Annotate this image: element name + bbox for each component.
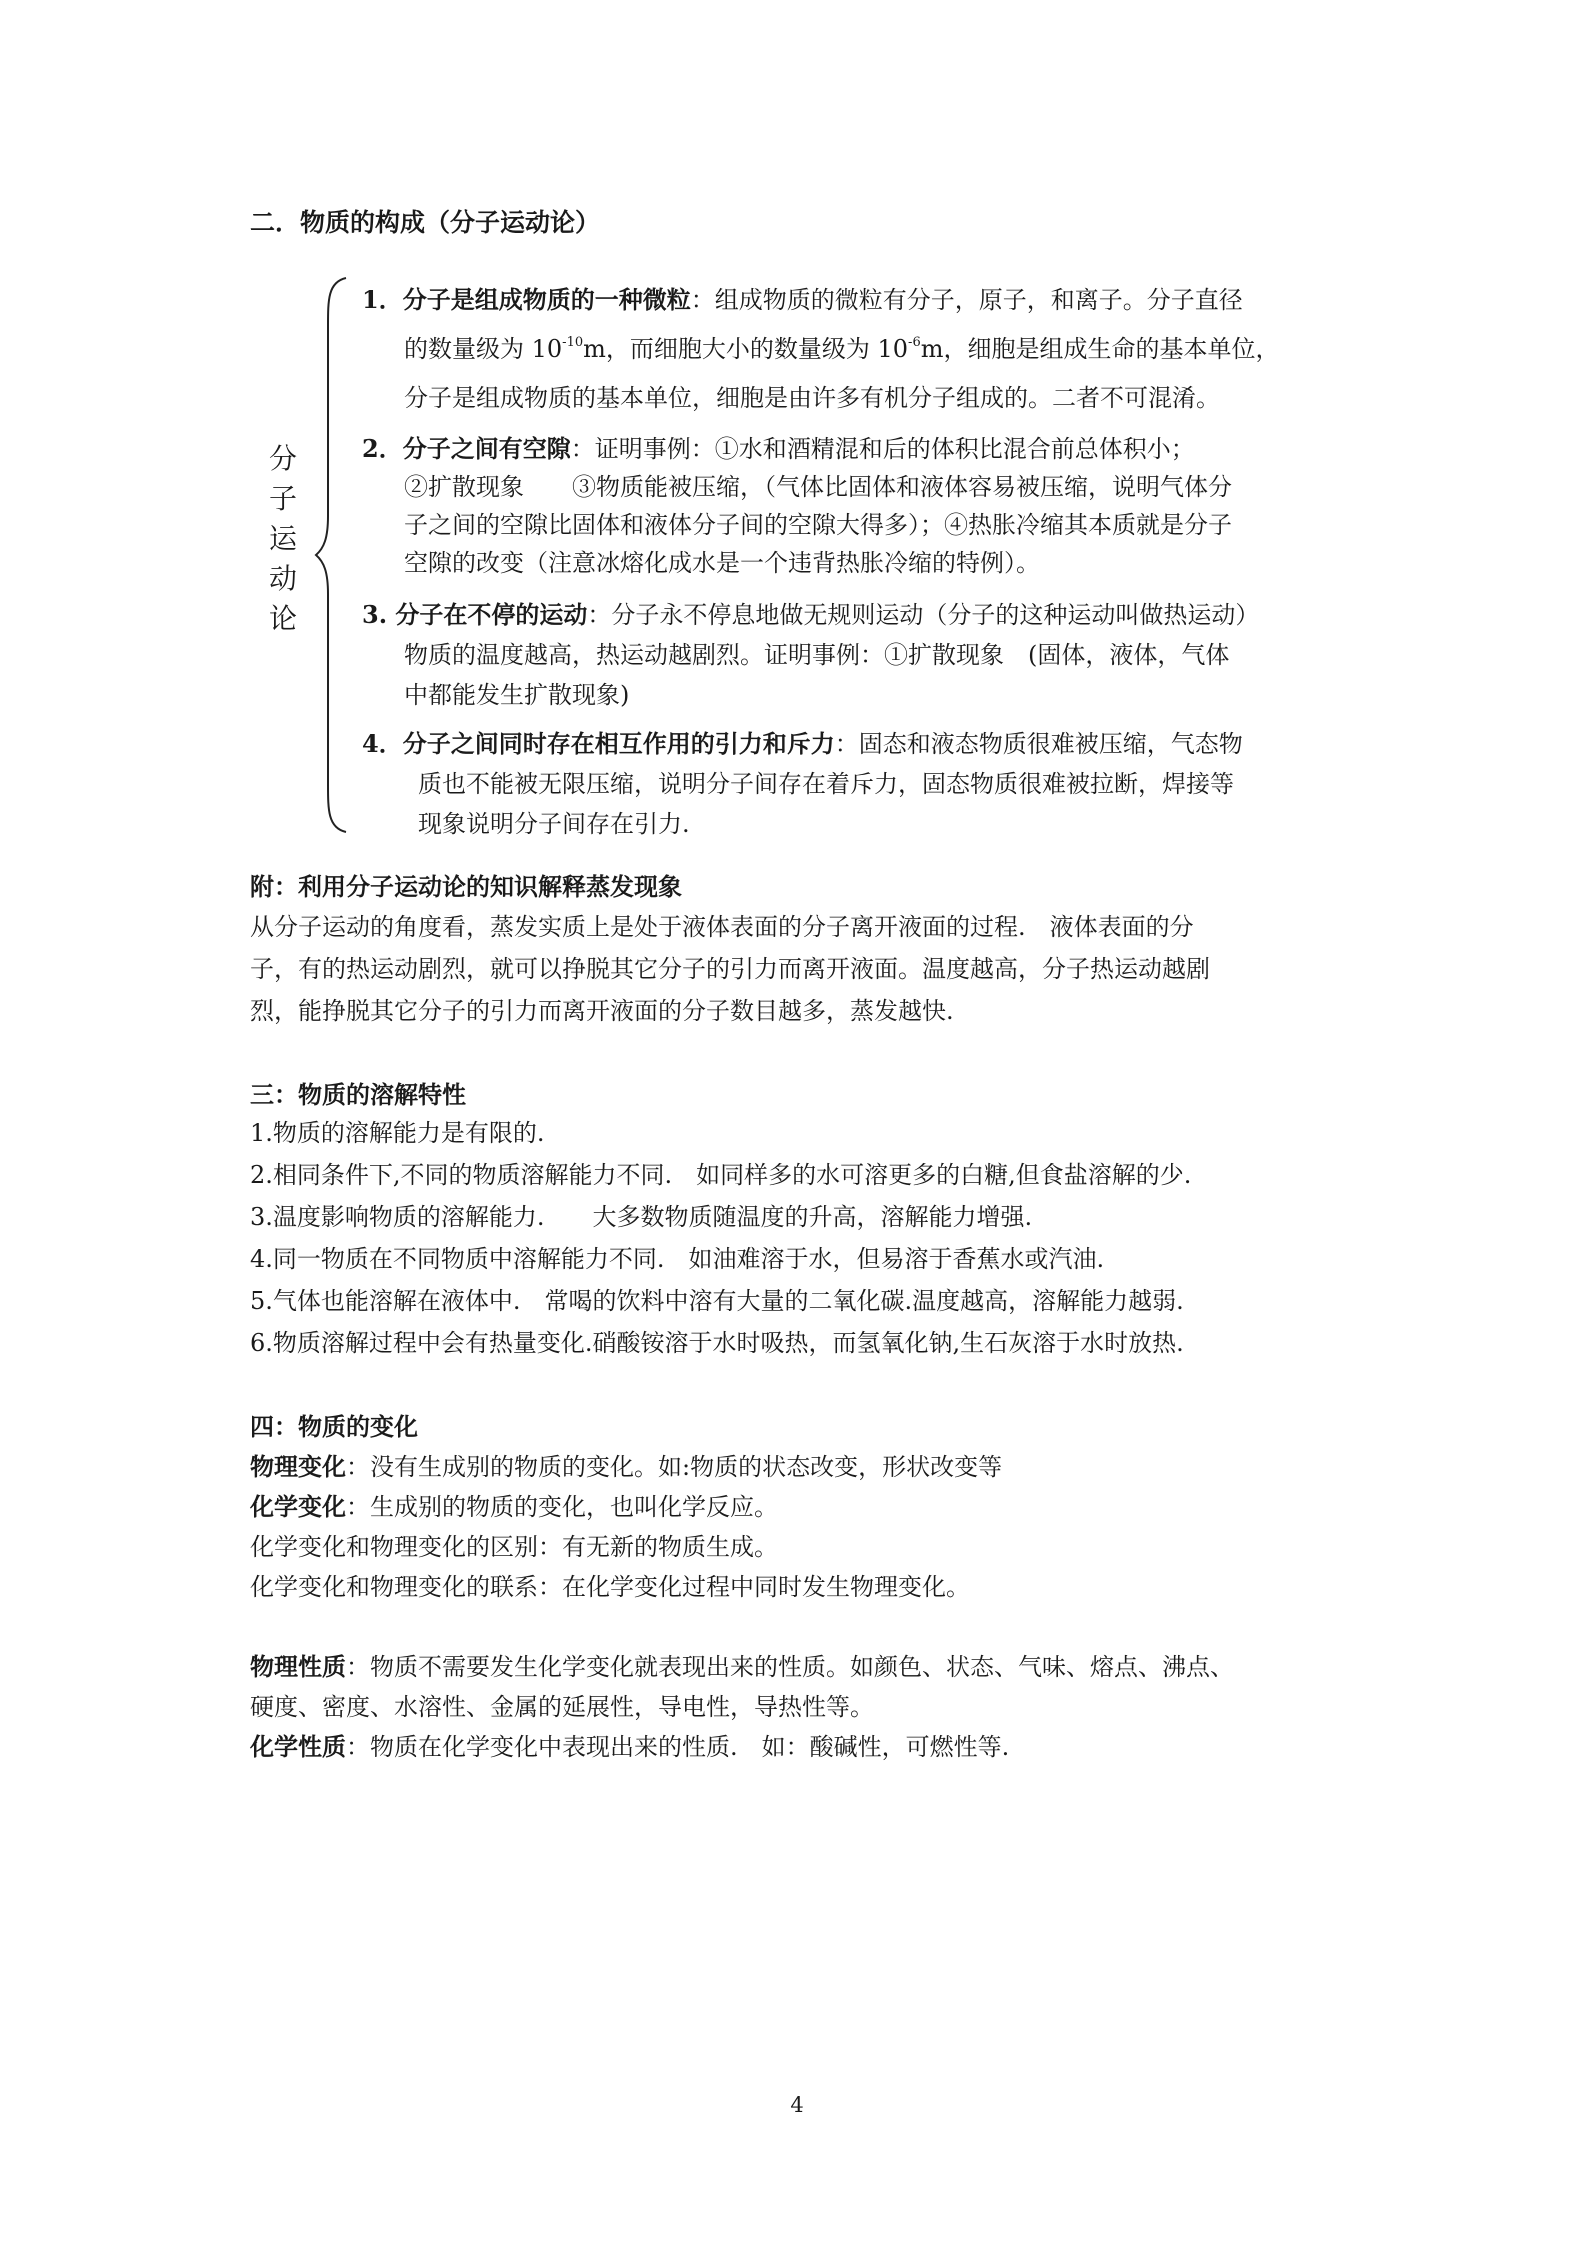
item-3-line-1: 3. 分子在不停的运动：分子永不停息地做无规则运动（分子的这种运动叫做热运动） [362,600,1260,629]
section-3-item: 2.相同条件下,不同的物质溶解能力不同. 如同样多的水可溶更多的白糖,但食盐溶解的少. [250,1161,1192,1189]
chemical-property-line: 化学性质：物质在化学变化中表现出来的性质. 如：酸碱性，可燃性等. [250,1732,1010,1761]
chemical-change-line: 化学变化：生成别的物质的变化，也叫化学反应。 [250,1492,778,1521]
appendix-line-2: 子，有的热运动剧烈，就可以挣脱其它分子的引力而离开液面。温度越高，分子热运动越剧 [250,955,1210,983]
side-label-char: 运 [268,522,297,555]
item-3-line-3: 中都能发生扩散现象) [404,681,630,709]
item-2-line-2: ②扩散现象 ③物质能被压缩，（气体比固体和液体容易被压缩，说明气体分 [404,473,1232,501]
item-1-line-3: 分子是组成物质的基本单位，细胞是由许多有机分子组成的。二者不可混淆。 [404,384,1220,412]
section-3-item: 5.气体也能溶解在液体中. 常喝的饮料中溶有大量的二氧化碳.温度越高，溶解能力越弱. [250,1287,1184,1315]
section-3-item: 1.物质的溶解能力是有限的. [250,1119,545,1147]
item-4-line-1: 4．分子之间同时存在相互作用的引力和斥力：固态和液态物质很难被压缩，气态物 [362,729,1243,758]
appendix-title: 附：利用分子运动论的知识解释蒸发现象 [250,872,682,901]
section-3-title: 三：物质的溶解特性 [250,1080,466,1109]
section-3-item: 4.同一物质在不同物质中溶解能力不同. 如油难溶于水，但易溶于香蕉水或汽油. [250,1245,1105,1273]
physical-change-term: 物理变化 [250,1452,346,1481]
chemical-property-term: 化学性质 [250,1732,346,1761]
item-2-line-3: 子之间的空隙比固体和液体分子间的空隙大得多）；④热胀冷缩其本质就是分子 [404,511,1232,539]
item-3-lead: 3. 分子在不停的运动 [362,600,588,629]
physical-property-line-2: 硬度、密度、水溶性、金属的延展性，导电性，导热性等。 [250,1693,874,1721]
item-3-line-2: 物质的温度越高，热运动越剧烈。证明事例：①扩散现象 (固体，液体，气体 [404,641,1230,669]
curly-brace-icon [312,276,352,834]
item-1-lead: 1．分子是组成物质的一种微粒 [362,285,691,314]
item-1-line-2: 的数量级为 $10^{-10}m$，而细胞大小的数量级为 $10^{-6}m$，细胞是组成生命的基本单位， [404,335,1280,363]
item-4-line-3: 现象说明分子间存在引力. [418,810,690,838]
physical-property-line-1: 物理性质：物质不需要发生化学变化就表现出来的性质。如颜色、状态、气味、熔点、沸点、 [250,1652,1234,1681]
side-label-char: 动 [268,562,297,595]
item-1-line-1: 1．分子是组成物质的一种微粒：组成物质的微粒有分子，原子，和离子。分子直径 [362,285,1243,314]
chemical-change-term: 化学变化 [250,1492,346,1521]
item-2-lead: 2．分子之间有空隙 [362,434,571,463]
item-2-line-4: 空隙的改变（注意冰熔化成水是一个违背热胀冷缩的特例）。 [404,549,1040,577]
section-2-title: 二．物质的构成（分子运动论） [250,208,601,237]
appendix-line-3: 烈，能挣脱其它分子的引力而离开液面的分子数目越多，蒸发越快. [250,997,954,1025]
section-4-title: 四：物质的变化 [250,1412,418,1441]
section-3-item: 6.物质溶解过程中会有热量变化.硝酸铵溶于水时吸热，而氢氧化钠,生石灰溶于水时放热. [250,1329,1184,1357]
appendix-line-1: 从分子运动的角度看，蒸发实质上是处于液体表面的分子离开液面的过程. 液体表面的分 [250,913,1194,941]
side-label-char: 子 [268,482,297,515]
item-4-lead: 4．分子之间同时存在相互作用的引力和斥力 [362,729,835,758]
section-3-item: 3.温度影响物质的溶解能力. 大多数物质随温度的升高，溶解能力增强. [250,1203,1033,1231]
page-number: 4 [790,2093,804,2117]
physical-property-term: 物理性质 [250,1652,346,1681]
side-label-char: 分 [268,442,297,475]
item-4-line-2: 质也不能被无限压缩，说明分子间存在着斥力，固态物质很难被拉断，焊接等 [418,770,1234,798]
difference-line: 化学变化和物理变化的区别：有无新的物质生成。 [250,1533,778,1561]
side-label-char: 论 [268,602,297,635]
physical-change-line: 物理变化：没有生成别的物质的变化。如:物质的状态改变，形状改变等 [250,1452,1003,1481]
item-2-line-1: 2．分子之间有空隙：证明事例：①水和酒精混和后的体积比混合前总体积小； [362,434,1195,463]
relation-line: 化学变化和物理变化的联系：在化学变化过程中同时发生物理变化。 [250,1573,970,1601]
